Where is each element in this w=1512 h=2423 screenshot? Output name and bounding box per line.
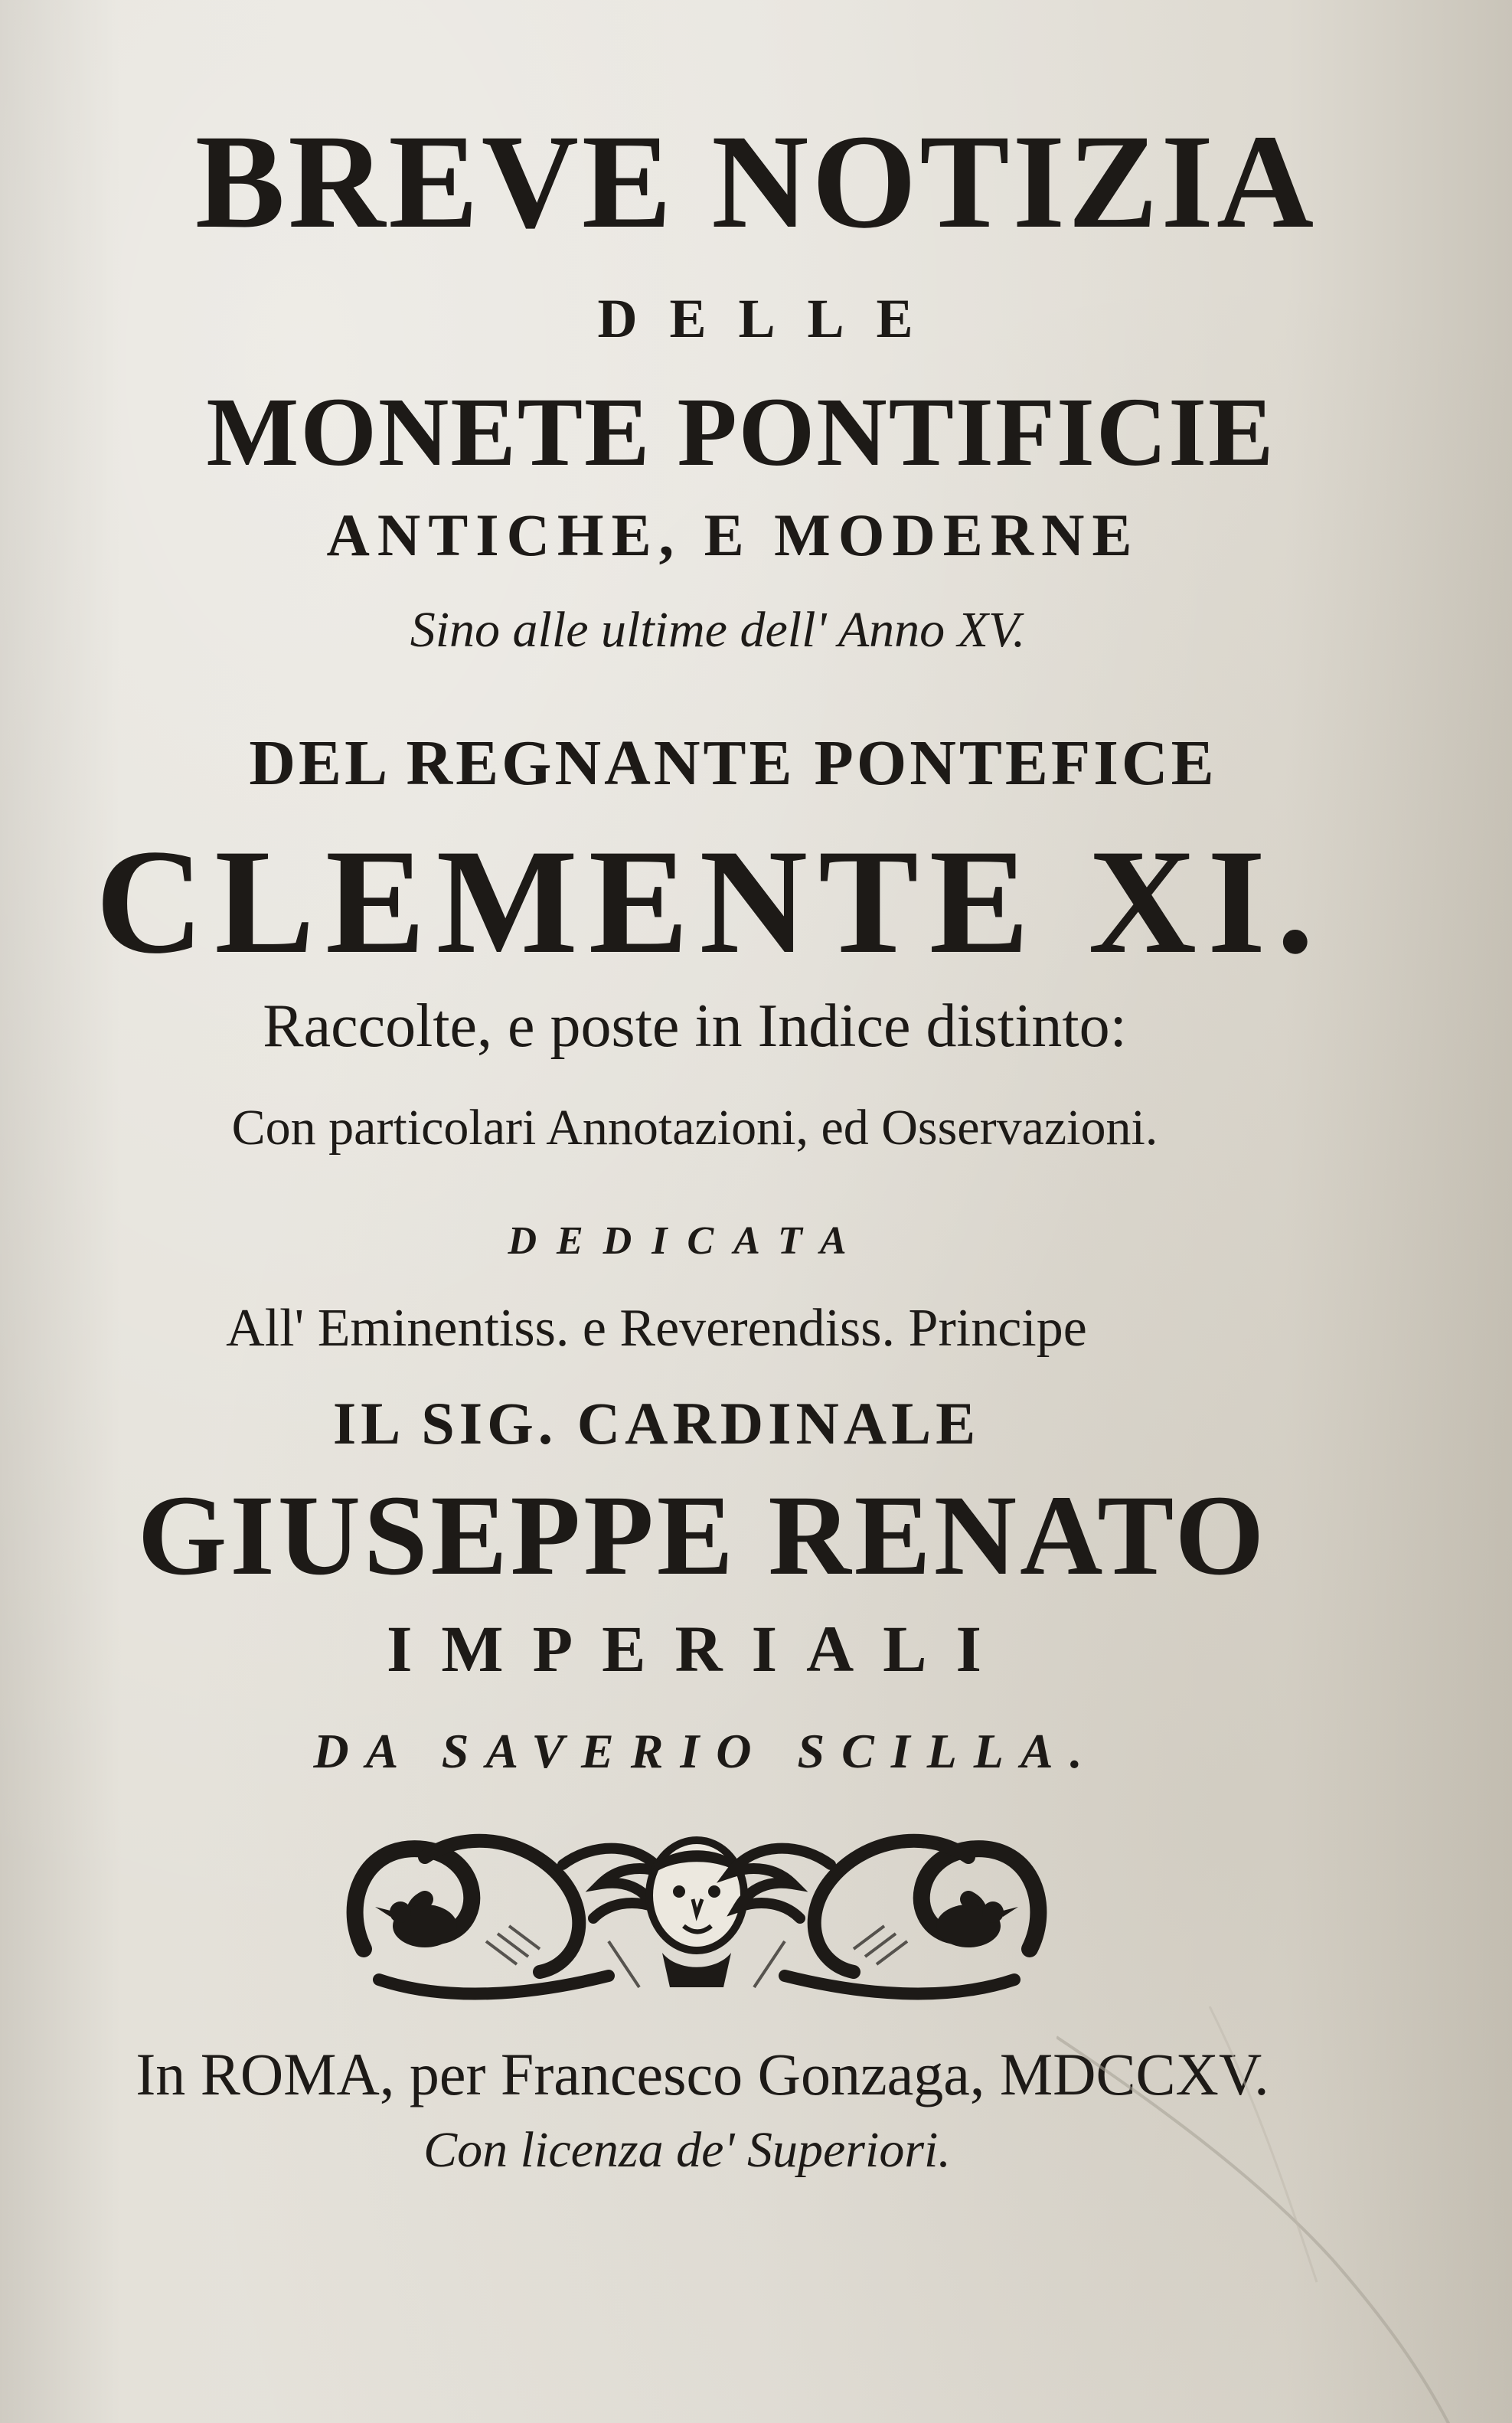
dedicatee-name: GIUSEPPE RENATO <box>137 1472 1268 1599</box>
delle-line: DELLE <box>597 288 945 349</box>
woodcut-cherub-ornament-icon <box>333 1811 1060 2014</box>
raccolte-line: Raccolte, e poste in Indice distinto: <box>263 992 1127 1060</box>
subject-line: MONETE PONTIFICIE <box>206 378 1275 486</box>
qualifier-line: ANTICHE, E MODERNE <box>326 502 1140 568</box>
cardinal-line: IL SIG. CARDINALE <box>332 1390 981 1457</box>
pope-name: CLEMENTE XI. <box>95 819 1325 985</box>
range-line: Sino alle ultime dell' Anno XV. <box>410 602 1026 658</box>
annotations-line: Con particolari Annotazioni, ed Osservazioni. <box>231 1100 1158 1156</box>
dedicatee-title-line: All' Eminentiss. e Reverendiss. Principe <box>226 1299 1087 1358</box>
reign-line: DEL REGNANTE PONTEFICE <box>249 728 1217 799</box>
imprint-line: In ROMA, per Francesco Gonzaga, MDCCXV. <box>136 2041 1269 2107</box>
book-title: BREVE NOTIZIA <box>194 107 1318 257</box>
license-line: Con licenza de' Superiori. <box>423 2122 951 2178</box>
author-line: DA SAVERIO SCILLA. <box>313 1724 1099 1778</box>
dedicatee-surname: IMPERIALI <box>386 1612 1011 1686</box>
dedicata-line: DEDICATA <box>508 1219 867 1263</box>
